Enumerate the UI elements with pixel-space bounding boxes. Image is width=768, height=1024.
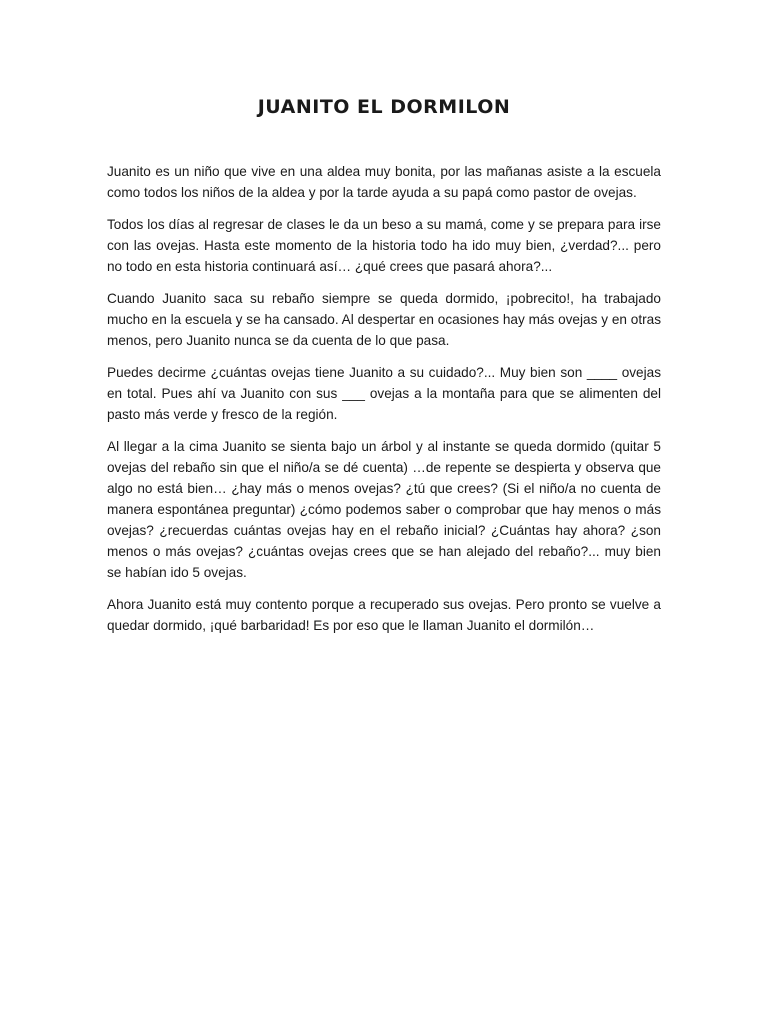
- paragraph-6: Ahora Juanito está muy contento porque a recuperado sus ovejas. Pero pronto se vuelve a quedar dormido, ¡qué barbaridad! Es por eso que le llaman Juanito el dormilón…: [107, 597, 661, 633]
- document-title: JUANITO EL DORMILON: [257, 96, 511, 118]
- document-body: [107, 161, 661, 647]
- paragraph-1: Juanito es un niño que vive en una aldea muy bonita, por las mañanas asiste a la escuela como todos los niños de la aldea y por la tarde ayuda a su papá como pastor de ovejas.: [107, 164, 661, 200]
- paragraph-2: Todos los días al regresar de clases le da un beso a su mamá, come y se prepara para irse con las ovejas. Hasta este momento de la historia todo ha ido muy bien, ¿verdad?... pero no todo en esta historia continuará así… ¿qué crees que pasará ahora?...: [107, 217, 661, 274]
- paragraph-3: Cuando Juanito saca su rebaño siempre se queda dormido, ¡pobrecito!, ha trabajado mucho en la escuela y se ha cansado. Al despertar en ocasiones hay más ovejas y en otras menos, pero Juanito nunca se da cuenta de lo que pasa.: [107, 291, 661, 348]
- paragraph-5: Al llegar a la cima Juanito se sienta bajo un árbol y al instante se queda dormido (quitar 5 ovejas del rebaño sin que el niño/a se dé cuenta) …de repente se despierta y observa que algo no está bien… ¿hay más o menos ovejas? ¿tú que crees? (Si el niño/a no cuenta de manera espontánea preguntar) ¿cómo podemos saber o comprobar que hay menos o más ovejas? ¿recuerdas cuántas ovejas hay en el rebaño inicial? ¿Cuántas hay ahora? ¿son menos o más ovejas? ¿cuántas ovejas crees que se han alejado del rebaño?... muy bien se habían ido 5 ovejas.: [107, 439, 661, 580]
- paragraph-4: Puedes decirme ¿cuántas ovejas tiene Juanito a su cuidado?... Muy bien son ____ ovejas en total. Pues ahí va Juanito con sus ___ ovejas a la montaña para que se alimenten del pasto más verde y fresco de la región.: [107, 365, 661, 422]
